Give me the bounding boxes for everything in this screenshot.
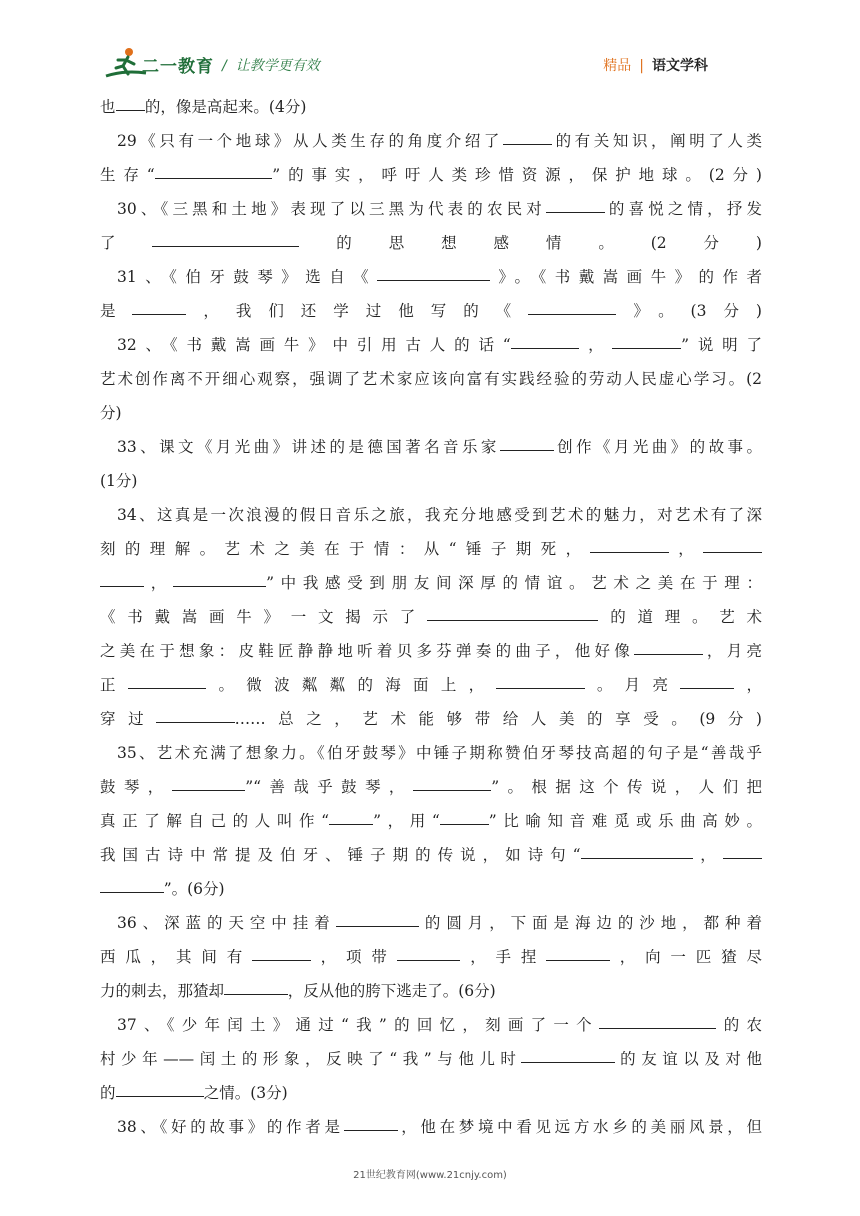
text-segment: ”。根据这个传说，人们把 [491, 778, 762, 796]
text-segment: (1分) [100, 472, 138, 490]
fill-in-blank[interactable] [152, 232, 299, 247]
text-line [100, 158, 762, 192]
fill-in-blank[interactable] [634, 640, 703, 655]
fill-in-blank[interactable] [528, 300, 616, 315]
text-line [100, 226, 762, 260]
footer-source: 21世纪教育网(www.21cnjy.com) [353, 1170, 507, 1181]
text-segment: ，反从他的胯下逃走了。(6分) [287, 982, 496, 1000]
header-right: 精品 | 语文学科 [603, 58, 708, 74]
fill-in-blank[interactable] [344, 1116, 398, 1131]
fill-in-blank[interactable] [440, 810, 489, 825]
text-segment: 正 [100, 676, 128, 694]
fill-in-blank[interactable] [155, 164, 273, 179]
text-segment: 是 [100, 302, 133, 320]
fill-in-blank[interactable] [377, 266, 490, 281]
text-segment: 的 [100, 1084, 116, 1102]
text-segment: 力的刺去，那猹却 [100, 982, 225, 1000]
quality-label: 精品 [603, 58, 632, 74]
text-segment: 。微波粼粼的海面上， [206, 676, 497, 694]
fill-in-blank[interactable] [100, 572, 144, 587]
text-line [100, 974, 762, 1008]
fill-in-blank[interactable] [546, 198, 605, 213]
text-segment: 的农 [716, 1016, 762, 1034]
text-segment: 的圆月，下面是海边的沙地，都种着 [418, 914, 762, 932]
text-line [100, 1042, 762, 1076]
fill-in-blank[interactable] [581, 844, 694, 859]
text-line [100, 362, 762, 396]
text-segment: 》。《书戴嵩画牛》的作者 [489, 268, 762, 286]
fill-in-blank[interactable] [680, 674, 734, 689]
text-segment: ， [734, 676, 762, 694]
text-line [100, 736, 762, 770]
fill-in-blank[interactable] [116, 96, 145, 111]
text-line [100, 328, 762, 362]
fill-in-blank[interactable] [521, 1048, 614, 1063]
fill-in-blank[interactable] [590, 538, 668, 553]
fill-in-blank[interactable] [329, 810, 373, 825]
fill-in-blank[interactable] [252, 946, 311, 961]
text-segment: ，向一匹猹尽 [609, 948, 762, 966]
text-line [100, 668, 762, 702]
fill-in-blank[interactable] [503, 130, 552, 145]
text-segment: ……总之，艺术能够带给人美的享受。(9分) [234, 710, 762, 728]
text-line [100, 566, 762, 600]
text-segment: ，手捏 [460, 948, 547, 966]
text-line [100, 1110, 762, 1144]
text-line [100, 634, 762, 668]
fill-in-blank[interactable] [132, 300, 186, 315]
text-segment: 34、这真是一次浪漫的假日音乐之旅，我充分地感受到艺术的魅力，对艺术有了深 [117, 506, 762, 524]
fill-in-blank[interactable] [397, 946, 461, 961]
page-header [0, 0, 860, 92]
text-segment: ”“善哉乎鼓琴， [245, 778, 413, 796]
text-segment: 之美在于想象：皮鞋匠静静地听着贝多芬弹奏的曲子，他好像 [100, 642, 635, 660]
fill-in-blank[interactable] [224, 980, 288, 995]
text-line [100, 770, 762, 804]
text-segment: 之情。(3分) [203, 1084, 288, 1102]
text-segment: 也 [100, 98, 116, 116]
text-segment: 《书戴嵩画牛》一文揭示了 [100, 608, 427, 626]
fill-in-blank[interactable] [546, 946, 610, 961]
fill-in-blank[interactable] [116, 1082, 204, 1097]
subject-label: 语文学科 [652, 58, 708, 74]
text-line [100, 430, 762, 464]
fill-in-blank[interactable] [156, 708, 234, 723]
text-line [100, 1076, 762, 1110]
text-segment: 31、《伯牙鼓琴》选自《 [117, 268, 378, 286]
text-segment: 穿过 [100, 710, 157, 728]
text-segment: 的喜悦之情，抒发 [604, 200, 762, 218]
text-segment: 30、《三黑和土地》表现了以三黑为代表的农民对 [117, 200, 546, 218]
text-segment: ”。(6分) [163, 880, 225, 898]
text-segment: 》。(3分) [616, 302, 762, 320]
text-line [100, 872, 762, 906]
text-segment: 37、《少年闰土》通过“我”的回忆，刻画了一个 [117, 1016, 599, 1034]
text-segment: ，项带 [310, 948, 397, 966]
text-line [100, 396, 762, 430]
text-line [100, 464, 762, 498]
text-line [100, 124, 762, 158]
text-segment: ， [693, 846, 723, 864]
text-line [100, 260, 762, 294]
text-line [100, 804, 762, 838]
fill-in-blank[interactable] [496, 674, 584, 689]
text-segment: ”中我感受到朋友间深厚的情谊。艺术之美在于理： [266, 574, 762, 592]
text-segment: 的道理。艺术 [598, 608, 762, 626]
text-segment: ”说明了 [681, 336, 762, 354]
text-segment: 。月亮 [584, 676, 681, 694]
fill-in-blank[interactable] [500, 436, 554, 451]
text-line [100, 498, 762, 532]
text-segment: ”比喻知音难觅或乐曲高妙。 [488, 812, 762, 830]
text-segment: 村少年——闰土的形象，反映了“我”与他儿时 [100, 1050, 522, 1068]
text-segment: 29《只有一个地球》从人类生存的角度介绍了 [117, 132, 503, 150]
text-segment: 32、《书戴嵩画牛》中引用古人的话“ [117, 336, 511, 354]
text-line [100, 940, 762, 974]
fill-in-blank[interactable] [173, 572, 266, 587]
text-segment: 36、深蓝的天空中挂着 [117, 914, 336, 932]
text-segment: ”的事实，呼吁人类珍惜资源，保护地球。(2分) [272, 166, 762, 184]
fill-in-blank[interactable] [723, 844, 762, 859]
text-segment: 真正了解自己的人叫作“ [100, 812, 329, 830]
text-line [100, 192, 762, 226]
text-segment: 33、课文《月光曲》讲述的是德国著名音乐家 [117, 438, 500, 456]
text-segment: 的思想感情。(2分) [299, 234, 762, 252]
fill-in-blank[interactable] [599, 1014, 717, 1029]
text-segment: 了 [100, 234, 153, 252]
text-line [100, 906, 762, 940]
text-line [100, 532, 762, 566]
fill-in-blank[interactable] [427, 606, 599, 621]
fill-in-blank[interactable] [413, 776, 491, 791]
text-segment: 的，像是高起来。(4分) [144, 98, 307, 116]
text-segment: 创作《月光曲》的故事。 [553, 438, 762, 456]
text-segment: 生存“ [100, 166, 155, 184]
logo-text: 二一教育 [142, 57, 214, 77]
text-segment: ，月亮 [702, 642, 762, 660]
slogan: / 让教学更有效 [222, 58, 320, 74]
text-segment: ， [579, 336, 613, 354]
fill-in-blank[interactable] [128, 674, 206, 689]
text-segment: ，他在梦境中看见远方水乡的美丽风景，但 [397, 1118, 762, 1136]
text-segment: 西瓜，其间有 [100, 948, 253, 966]
fill-in-blank[interactable] [172, 776, 246, 791]
fill-in-blank[interactable] [612, 334, 681, 349]
text-line [100, 1008, 762, 1042]
text-line [100, 294, 762, 328]
text-segment: ，我们还学过他写的《 [186, 302, 529, 320]
text-segment: 的有关知识，阐明了人类 [552, 132, 762, 150]
text-line [100, 702, 762, 736]
text-segment: 的友谊以及对他 [614, 1050, 762, 1068]
text-segment: 35、艺术充满了想象力。《伯牙鼓琴》中锤子期称赞伯牙琴技高超的句子是“善哉乎 [117, 744, 762, 762]
fill-in-blank[interactable] [336, 912, 419, 927]
text-segment: 艺术创作离不开细心观察，强调了艺术家应该向富有实践经验的劳动人民虚心学习。(2 [100, 370, 762, 388]
text-line [100, 600, 762, 634]
text-segment: 鼓琴， [100, 778, 172, 796]
fill-in-blank[interactable] [703, 538, 762, 553]
text-line [100, 90, 762, 124]
text-segment: 刻的理解。艺术之美在于情：从“锤子期死， [100, 540, 591, 558]
exercise-text [100, 90, 762, 1144]
text-line [100, 838, 762, 872]
text-segment: ”，用“ [373, 812, 440, 830]
fill-in-blank[interactable] [511, 334, 580, 349]
fill-in-blank[interactable] [100, 878, 164, 893]
text-segment: 38、《好的故事》的作者是 [117, 1118, 344, 1136]
text-segment: ， [668, 540, 704, 558]
text-segment: 我国古诗中常提及伯牙、锤子期的传说，如诗句“ [100, 846, 581, 864]
text-segment: 分) [100, 404, 122, 422]
text-segment: ， [144, 574, 173, 592]
